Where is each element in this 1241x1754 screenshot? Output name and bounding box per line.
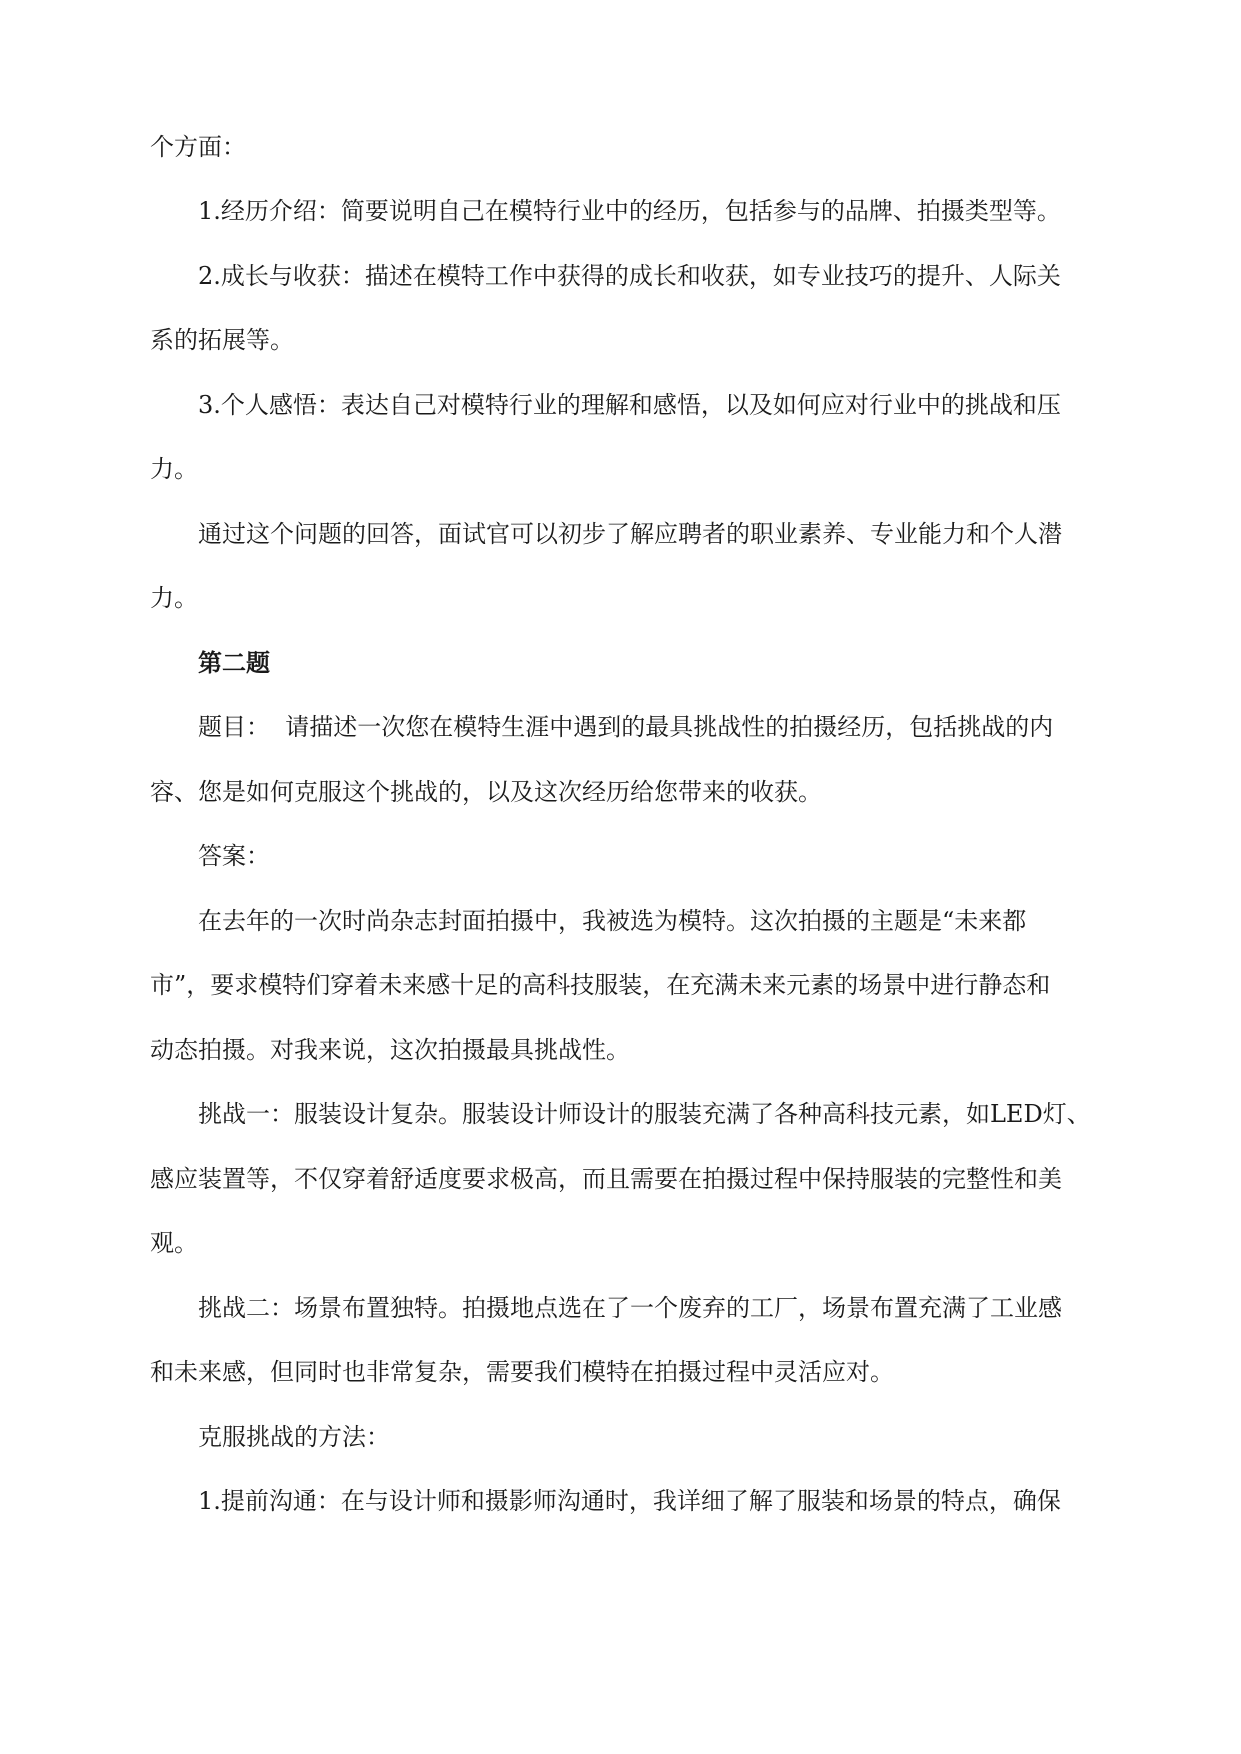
text-line: 力。 — [150, 584, 198, 612]
answer-label: 答案： — [198, 842, 270, 870]
text-line: 观。 — [150, 1229, 198, 1257]
method-item-communication: 1.提前沟通：在与设计师和摄影师沟通时，我详细了解了服装和场景的特点，确保 — [198, 1487, 1061, 1515]
section-heading: 第二题 — [198, 648, 270, 677]
answer-paragraph: 在去年的一次时尚杂志封面拍摄中，我被选为模特。这次拍摄的主题是“未来都 — [198, 907, 1027, 935]
text-line: 市”，要求模特们穿着未来感十足的高科技服装，在充满未来元素的场景中进行静态和 — [150, 971, 1051, 999]
challenge-one-paragraph: 挑战一：服装设计复杂。服装设计师设计的服装充满了各种高科技元素，如LED灯、 — [198, 1100, 1091, 1128]
text-line: 力。 — [150, 455, 198, 483]
list-item-experience: 1.经历介绍：简要说明自己在模特行业中的经历，包括参与的品牌、拍摄类型等。 — [198, 197, 1061, 225]
question-paragraph: 题目： 请描述一次您在模特生涯中遇到的最具挑战性的拍摄经历，包括挑战的内 — [198, 713, 1054, 741]
summary-paragraph: 通过这个问题的回答，面试官可以初步了解应聘者的职业素养、专业能力和个人潜 — [198, 520, 1062, 548]
challenge-two-paragraph: 挑战二：场景布置独特。拍摄地点选在了一个废弃的工厂，场景布置充满了工业感 — [198, 1294, 1062, 1322]
list-item-growth: 2.成长与收获：描述在模特工作中获得的成长和收获，如专业技巧的提升、人际关 — [198, 262, 1061, 290]
text-line: 感应装置等，不仅穿着舒适度要求极高，而且需要在拍摄过程中保持服装的完整性和美 — [150, 1165, 1062, 1193]
text-line: 系的拓展等。 — [150, 326, 294, 354]
methods-label: 克服挑战的方法： — [198, 1423, 390, 1451]
text-line: 和未来感，但同时也非常复杂，需要我们模特在拍摄过程中灵活应对。 — [150, 1358, 894, 1386]
text-line: 动态拍摄。对我来说，这次拍摄最具挑战性。 — [150, 1036, 630, 1064]
list-item-insight: 3.个人感悟：表达自己对模特行业的理解和感悟，以及如何应对行业中的挑战和压 — [198, 391, 1061, 419]
text-line: 容、您是如何克服这个挑战的，以及这次经历给您带来的收获。 — [150, 778, 822, 806]
text-line: 个方面： — [150, 133, 246, 161]
